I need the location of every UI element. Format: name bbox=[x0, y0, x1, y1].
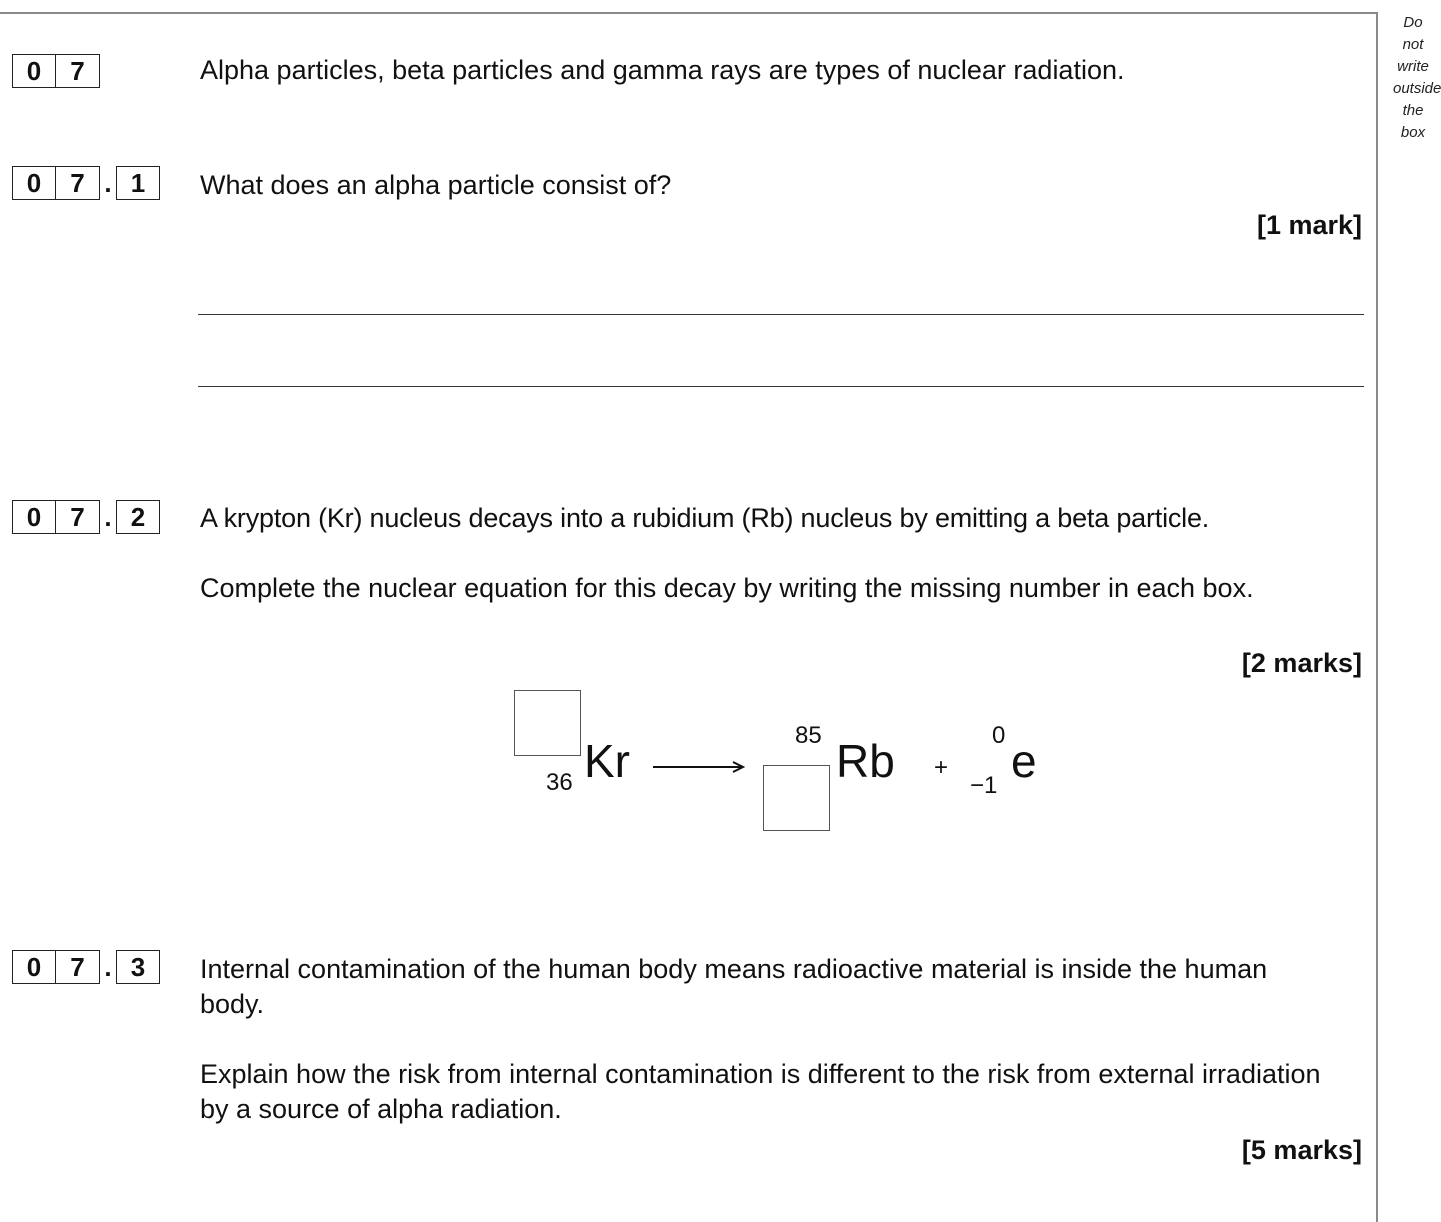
question-part-digit: 2 bbox=[116, 500, 160, 534]
question-part-digit: 3 bbox=[116, 950, 160, 984]
question-07-intro: Alpha particles, beta particles and gamma rays are types of nuclear radiation. bbox=[200, 55, 1125, 85]
reaction-arrow bbox=[653, 759, 747, 775]
kr-symbol: Kr bbox=[584, 735, 630, 787]
electron-symbol: e bbox=[1011, 735, 1037, 787]
question-digit: 0 bbox=[12, 500, 56, 534]
question-digit: 0 bbox=[12, 166, 56, 200]
page-top-rule bbox=[0, 12, 1378, 14]
margin-rule bbox=[1376, 12, 1378, 1222]
question-07-2-instruction: Complete the nuclear equation for this decay by writing the missing number in each box. bbox=[200, 573, 1254, 603]
question-digit: 7 bbox=[56, 166, 100, 200]
plus-sign: + bbox=[934, 754, 949, 781]
question-number-07-2 bbox=[12, 500, 160, 534]
answer-line[interactable] bbox=[198, 386, 1364, 387]
marks-07-2: [2 marks] bbox=[1241, 648, 1362, 678]
question-07-3-instruction: Explain how the risk from internal contamination is different to the risk from external irradiation by a source of alpha radiation. bbox=[200, 1059, 1321, 1124]
question-dot: . bbox=[104, 502, 112, 532]
question-number-07-3 bbox=[12, 950, 160, 984]
question-dot: . bbox=[104, 168, 112, 198]
kr-atomic-number: 36 bbox=[546, 769, 573, 796]
question-07-3-statement: Internal contamination of the human body means radioactive material is inside the human body. bbox=[200, 954, 1268, 1019]
rb-atomic-number-answer-box[interactable] bbox=[763, 765, 830, 831]
question-digit: 0 bbox=[12, 950, 56, 984]
question-07-1-text: What does an alpha particle consist of? bbox=[200, 170, 672, 200]
question-digit: 7 bbox=[56, 950, 100, 984]
question-digit: 7 bbox=[56, 54, 100, 88]
question-part-digit: 1 bbox=[116, 166, 160, 200]
rb-mass-number: 85 bbox=[795, 722, 822, 749]
question-digit: 0 bbox=[12, 54, 56, 88]
question-dot: . bbox=[104, 952, 112, 982]
margin-note: Do not write outside the box bbox=[1393, 14, 1441, 141]
answer-line[interactable] bbox=[198, 314, 1364, 315]
electron-mass-number: 0 bbox=[992, 722, 1006, 749]
kr-mass-number-answer-box[interactable] bbox=[514, 690, 581, 756]
marks-07-3: [5 marks] bbox=[1241, 1135, 1362, 1165]
rb-symbol: Rb bbox=[836, 735, 895, 787]
question-digit: 7 bbox=[56, 500, 100, 534]
question-number-07-1 bbox=[12, 166, 160, 200]
electron-charge: −1 bbox=[970, 772, 998, 799]
question-number-07 bbox=[12, 54, 100, 88]
marks-07-1: [1 mark] bbox=[1256, 210, 1362, 240]
question-07-2-statement: A krypton (Kr) nucleus decays into a rubidium (Rb) nucleus by emitting a beta particle. bbox=[200, 503, 1210, 533]
